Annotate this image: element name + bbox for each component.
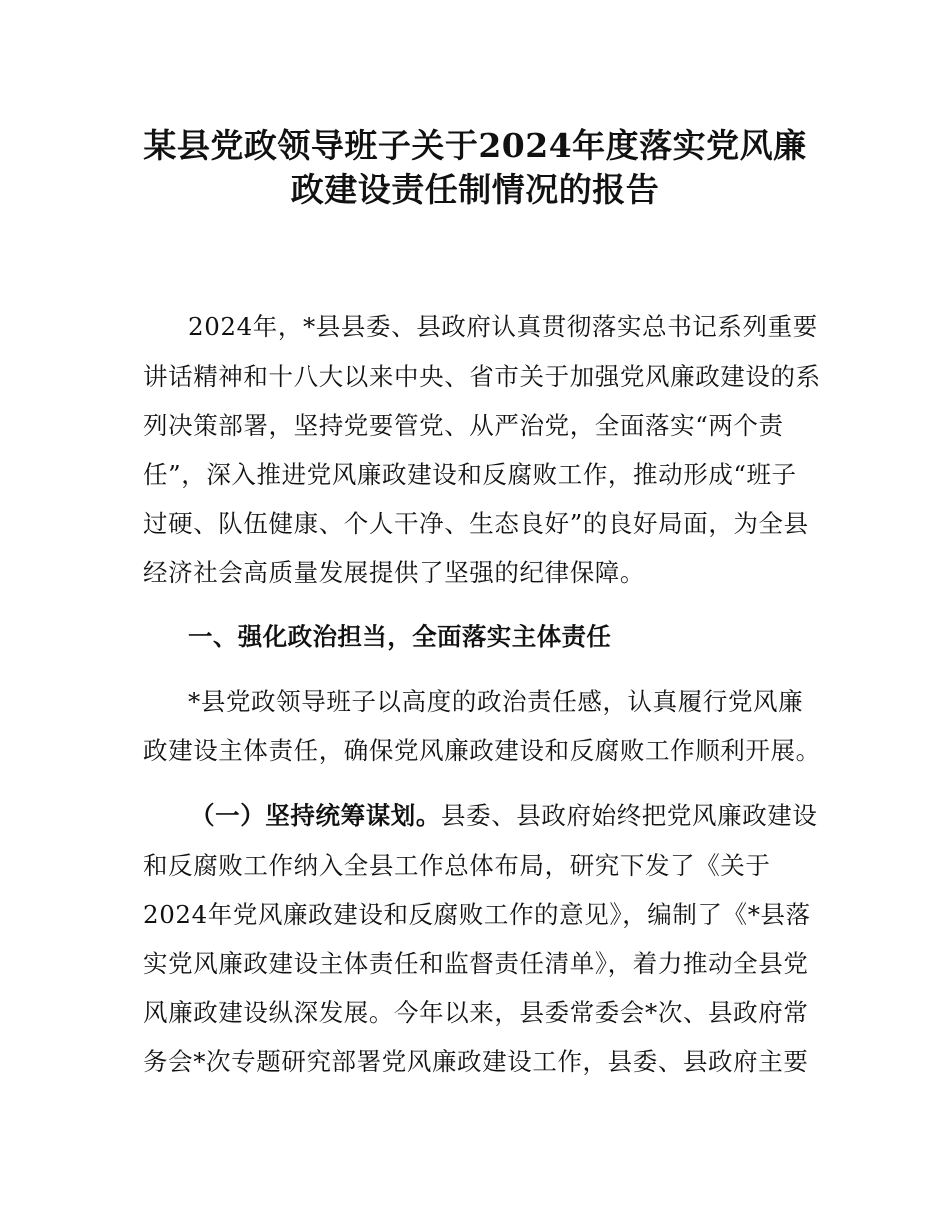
document-title-line-2: 政建设责任制情况的报告 bbox=[290, 170, 660, 209]
intro-line: 任”，深入推进党风廉政建设和反腐败工作，推动形成“班子 bbox=[143, 460, 797, 489]
intro-line: 经济社会高质量发展提供了坚强的纪律保障。 bbox=[143, 558, 645, 587]
subsection-first-line bbox=[190, 800, 818, 832]
subsection-line: 风廉政建设纵深发展。今年以来，县委常委会*次、县政府常 bbox=[143, 998, 809, 1027]
subsection-line: 2024年党风廉政建设和反腐败工作的意见》，编制了《*县落 bbox=[143, 900, 811, 929]
intro-line: 讲话精神和十八大以来中央、省市关于加强党风廉政建设的系 bbox=[143, 362, 821, 391]
section-heading: 一、强化政治担当，全面落实主体责任 bbox=[188, 622, 612, 651]
subsection-line: 实党风廉政建设主体责任和监督责任清单》，着力推动全县党 bbox=[143, 949, 809, 978]
subsection-text: 县委、县政府始终把党风廉政建设 bbox=[441, 801, 818, 830]
section-paragraph-line: *县党政领导班子以高度的政治责任感，认真履行党风廉 bbox=[188, 687, 804, 716]
subsection-line: 务会*次专题研究部署党风廉政建设工作，县委、县政府主要 bbox=[143, 1047, 809, 1076]
section-paragraph-line: 政建设主体责任，确保党风廉政建设和反腐败工作顺利开展。 bbox=[143, 736, 821, 765]
subsection-line: 和反腐败工作纳入全县工作总体布局，研究下发了《关于 bbox=[143, 851, 771, 880]
subsection-heading: （一）坚持统筹谋划。 bbox=[190, 801, 441, 830]
intro-line: 过硬、队伍健康、个人干净、生态良好”的良好局面，为全县 bbox=[143, 509, 809, 538]
document-title-line-1: 某县党政领导班子关于2024年度落实党风廉 bbox=[143, 126, 807, 165]
intro-line: 列决策部署，坚持党要管党、从严治党，全面落实“两个责 bbox=[143, 411, 784, 440]
intro-line: 2024年，*县县委、县政府认真贯彻落实总书记系列重要 bbox=[188, 312, 818, 341]
